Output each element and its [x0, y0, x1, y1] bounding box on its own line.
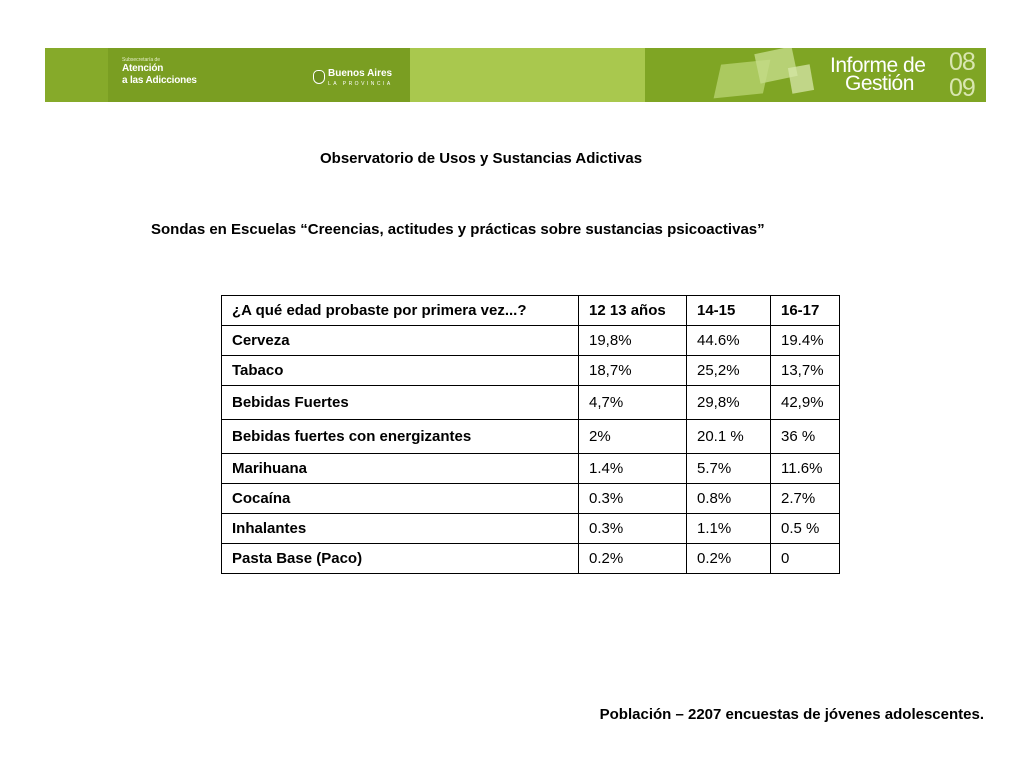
table-row: [222, 420, 840, 454]
table-cell: 2.7%: [771, 484, 840, 514]
table-cell: 0.3%: [579, 484, 687, 514]
table-cell: 44.6%: [687, 326, 771, 356]
banner-band: [45, 48, 108, 102]
survey-table: [221, 295, 840, 574]
banner-band: [645, 48, 986, 102]
table-cell: 0.5 %: [771, 514, 840, 544]
province-logo-title: Buenos Aires: [328, 68, 393, 79]
decorative-shape: [788, 64, 814, 93]
row-label: Cerveza: [222, 326, 579, 356]
report-title-line1: Informe de: [830, 54, 926, 77]
table-cell: 19.4%: [771, 326, 840, 356]
table-cell: 4,7%: [579, 386, 687, 420]
table-cell: 2%: [579, 420, 687, 454]
row-label: Bebidas Fuertes: [222, 386, 579, 420]
table-cell: 13,7%: [771, 356, 840, 386]
page-subtitle: Sondas en Escuelas “Creencias, actitudes y prácticas sobre sustancias psicoactivas”: [151, 221, 765, 238]
table-row: [222, 544, 840, 574]
table-cell: 19,8%: [579, 326, 687, 356]
table-cell: 0.2%: [687, 544, 771, 574]
row-label: Bebidas fuertes con energizantes: [222, 420, 579, 454]
table-cell: 36 %: [771, 420, 840, 454]
org-logo-line1: Atención: [122, 63, 164, 74]
table-row: [222, 484, 840, 514]
province-emblem-icon: [313, 70, 325, 84]
table-cell: 0: [771, 544, 840, 574]
table-cell: 11.6%: [771, 454, 840, 484]
table-cell: 5.7%: [687, 454, 771, 484]
column-header: ¿A qué edad probaste por primera vez...?: [222, 296, 579, 326]
table-row: [222, 326, 840, 356]
report-year-top: 08: [949, 48, 975, 76]
province-logo-subtitle: LA PROVINCIA: [328, 81, 393, 87]
table-cell: 42,9%: [771, 386, 840, 420]
table-cell: 1.4%: [579, 454, 687, 484]
row-label: Pasta Base (Paco): [222, 544, 579, 574]
table-cell: 0.8%: [687, 484, 771, 514]
table-cell: 0.3%: [579, 514, 687, 544]
report-year-bottom: 09: [949, 74, 975, 102]
report-title-line2: Gestión: [845, 72, 914, 95]
table-cell: 25,2%: [687, 356, 771, 386]
row-label: Marihuana: [222, 454, 579, 484]
row-label: Tabaco: [222, 356, 579, 386]
banner-band: [410, 48, 645, 102]
table-row: [222, 514, 840, 544]
header-banner: [45, 48, 986, 102]
column-header: 14-15: [687, 296, 771, 326]
table-header-row: [222, 296, 840, 326]
column-header: 12 13 años: [579, 296, 687, 326]
table-cell: 20.1 %: [687, 420, 771, 454]
table-cell: 29,8%: [687, 386, 771, 420]
org-logo-subtitle: Subsecretaría de: [122, 57, 161, 63]
table-row: [222, 356, 840, 386]
table-cell: 18,7%: [579, 356, 687, 386]
table-row: [222, 454, 840, 484]
row-label: Inhalantes: [222, 514, 579, 544]
table-cell: 1.1%: [687, 514, 771, 544]
page-title: Observatorio de Usos y Sustancias Adictivas: [320, 150, 643, 167]
column-header: 16-17: [771, 296, 840, 326]
row-label: Cocaína: [222, 484, 579, 514]
org-logo-line2: a las Adicciones: [122, 75, 197, 86]
table-row: [222, 386, 840, 420]
population-note: Población – 2207 encuestas de jóvenes adolescentes.: [599, 706, 984, 723]
table-cell: 0.2%: [579, 544, 687, 574]
